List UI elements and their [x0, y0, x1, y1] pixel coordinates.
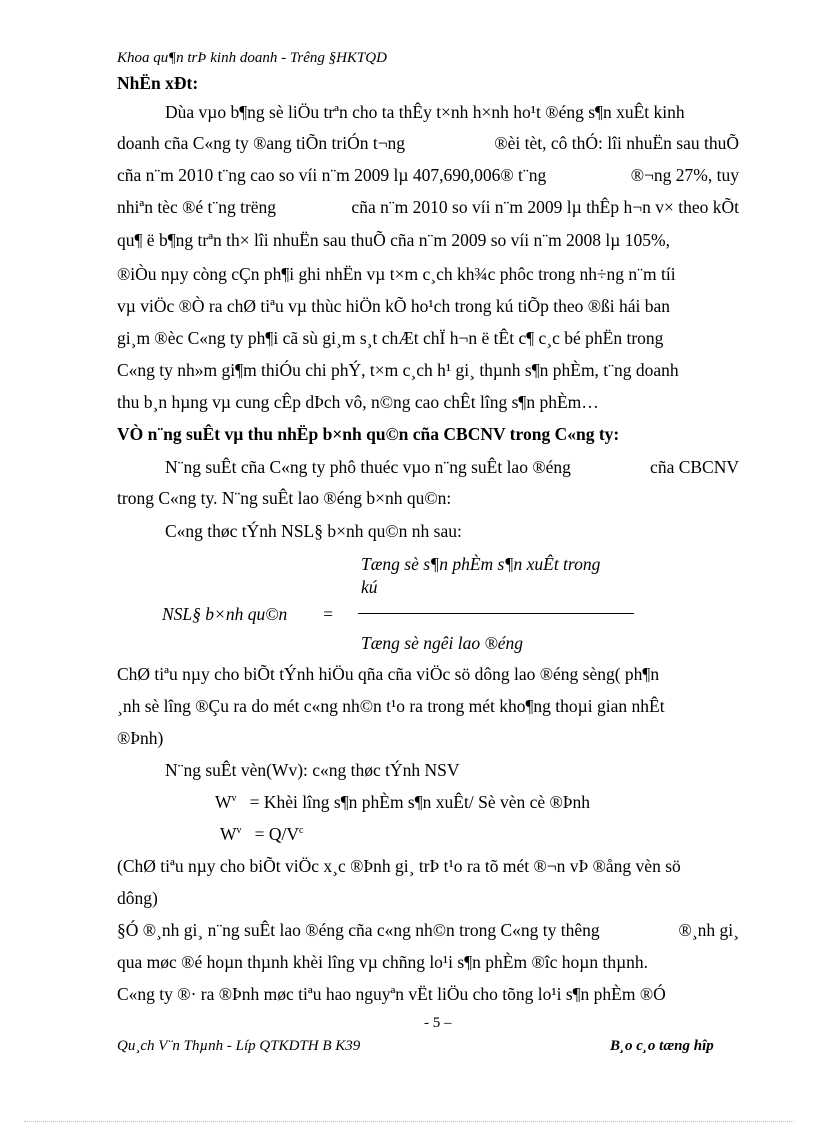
formula-equals: = [322, 604, 334, 624]
formula-intro: C«ng thøc tÝnh NSL§ b×nh qu©n nh sau: [165, 521, 462, 541]
heading-productivity: VÒ n¨ng suÊt vµ thu nhËp b×nh qu©n cña CBCNV trong C«ng ty: [117, 424, 620, 444]
para4-line: dông) [117, 888, 158, 908]
para4-line: (ChØ tiªu nµy cho biÕt viÖc x¸c ®Þnh gi¸ trÞ t¹o ra tõ mét ®¬n vÞ ®ång vèn sö [117, 856, 681, 876]
heading-comments: NhËn xÐt: [117, 73, 199, 93]
formula-denominator: Tæng sè ngêi lao ®éng [361, 633, 524, 653]
formula-lhs: NSL§ b×nh qu©n [162, 604, 288, 624]
capital-formula-1: $W^v$ = Khèi lîng s¶n phÈm s¶n xuÊt/ Sè vèn cè ®Þnh [215, 792, 591, 812]
footer-report-title: B¸o c¸o tæng hîp [610, 1038, 714, 1054]
para1-line: doanh cña C«ng ty ®ang tiÕn triÓn t¬ng ®èi tèt, cô thÓ: lîi nhuËn sau thuÕ [117, 133, 739, 153]
para1-line: cña n¨m 2010 t¨ng cao so víi n¨m 2009 lµ 407,690,006® t¨ng ®¬ng 27%, tuy [117, 165, 739, 185]
para5-line: C«ng ty ®· ra ®Þnh møc tiªu hao nguyªn vËt liÖu cho tõng lo¹i s¶n phÈm ®Ó [117, 984, 666, 1004]
para1-line: Dùa vµo b¶ng sè liÖu trªn cho ta thÊy t×nh h×nh ho¹t ®éng s¶n xuÊt kinh [165, 102, 685, 122]
para3-line: ChØ tiªu nµy cho biÕt tÝnh hiÖu qña cña viÖc sö dông lao ®éng sèng( ph¶n [117, 664, 660, 684]
para1-line: C«ng ty nh»m gi¶m thiÓu chi phÝ, t×m c¸ch h¹ gi¸ thµnh s¶n phÈm, t¨ng doanh [117, 360, 679, 380]
page-number: - 5 – [424, 1015, 452, 1031]
para5-line: qua møc ®é hoµn thµnh khèi lîng vµ chñng lo¹i s¶n phÈm ®îc hoµn thµnh. [117, 952, 649, 972]
para3-line: ¸nh sè lîng ®Çu ra do mét c«ng nh©n t¹o ra trong mét kho¶ng thoµi gian nhÊt [117, 696, 665, 716]
footer-author: Qu¸ch V¨n Thµnh - Líp QTKDTH B K39 [117, 1038, 361, 1054]
para1-line: vµ viÖc ®Ò ra chØ tiªu vµ thùc hiÖn kÕ ho¹ch trong kú tiÕp theo ®ßi hái ban [117, 296, 671, 316]
capital-intro: N¨ng suÊt vèn(Wv): c«ng thøc tÝnh NSV [165, 760, 460, 780]
page-header: Khoa qu¶n trÞ kinh doanh - Trêng §HKTQD [117, 50, 387, 66]
para1-line: gi¸m ®èc C«ng ty ph¶i cã sù gi¸m s¸t chÆt chÏ h¬n ë tÊt c¶ c¸c bé phËn trong [117, 328, 664, 348]
para1-line: qu¶ ë b¶ng trªn th× lîi nhuËn sau thuÕ cña n¨m 2009 so víi n¨m 2008 lµ 105%, [117, 230, 670, 250]
para2-line: N¨ng suÊt cña C«ng ty phô thuéc vµo n¨ng suÊt lao ®éng cña CBCNV [165, 457, 739, 477]
fraction-bar [358, 613, 634, 614]
formula-numerator-cont: kú [361, 577, 378, 597]
formula-numerator: Tæng sè s¶n phÈm s¶n xuÊt trong [361, 554, 601, 574]
para1-line: nhiªn tèc ®é t¨ng trëng cña n¨m 2010 so víi n¨m 2009 lµ thÊp h¬n v× theo kÕt [117, 197, 739, 217]
para5-line: §Ó ®¸nh gi¸ n¨ng suÊt lao ®éng cña c«ng nh©n trong C«ng ty thêng ®¸nh gi¸ [117, 920, 739, 940]
page-bottom-border [24, 1121, 794, 1122]
para1-line: thu b¸n hµng vµ cung cÊp dÞch vô, n©ng cao chÊt lîng s¶n phÈm… [117, 392, 599, 412]
para3-line: ®Þnh) [117, 728, 164, 748]
capital-formula-2: $W^v$ = $Q/V^c$ [220, 824, 304, 844]
para1-line: ®iÒu nµy còng cÇn ph¶i ghi nhËn vµ t×m c¸ch kh¾c phôc trong nh÷ng n¨m tíi [117, 264, 676, 284]
para2-line: trong C«ng ty. N¨ng suÊt lao ®éng b×nh qu©n: [117, 488, 452, 508]
